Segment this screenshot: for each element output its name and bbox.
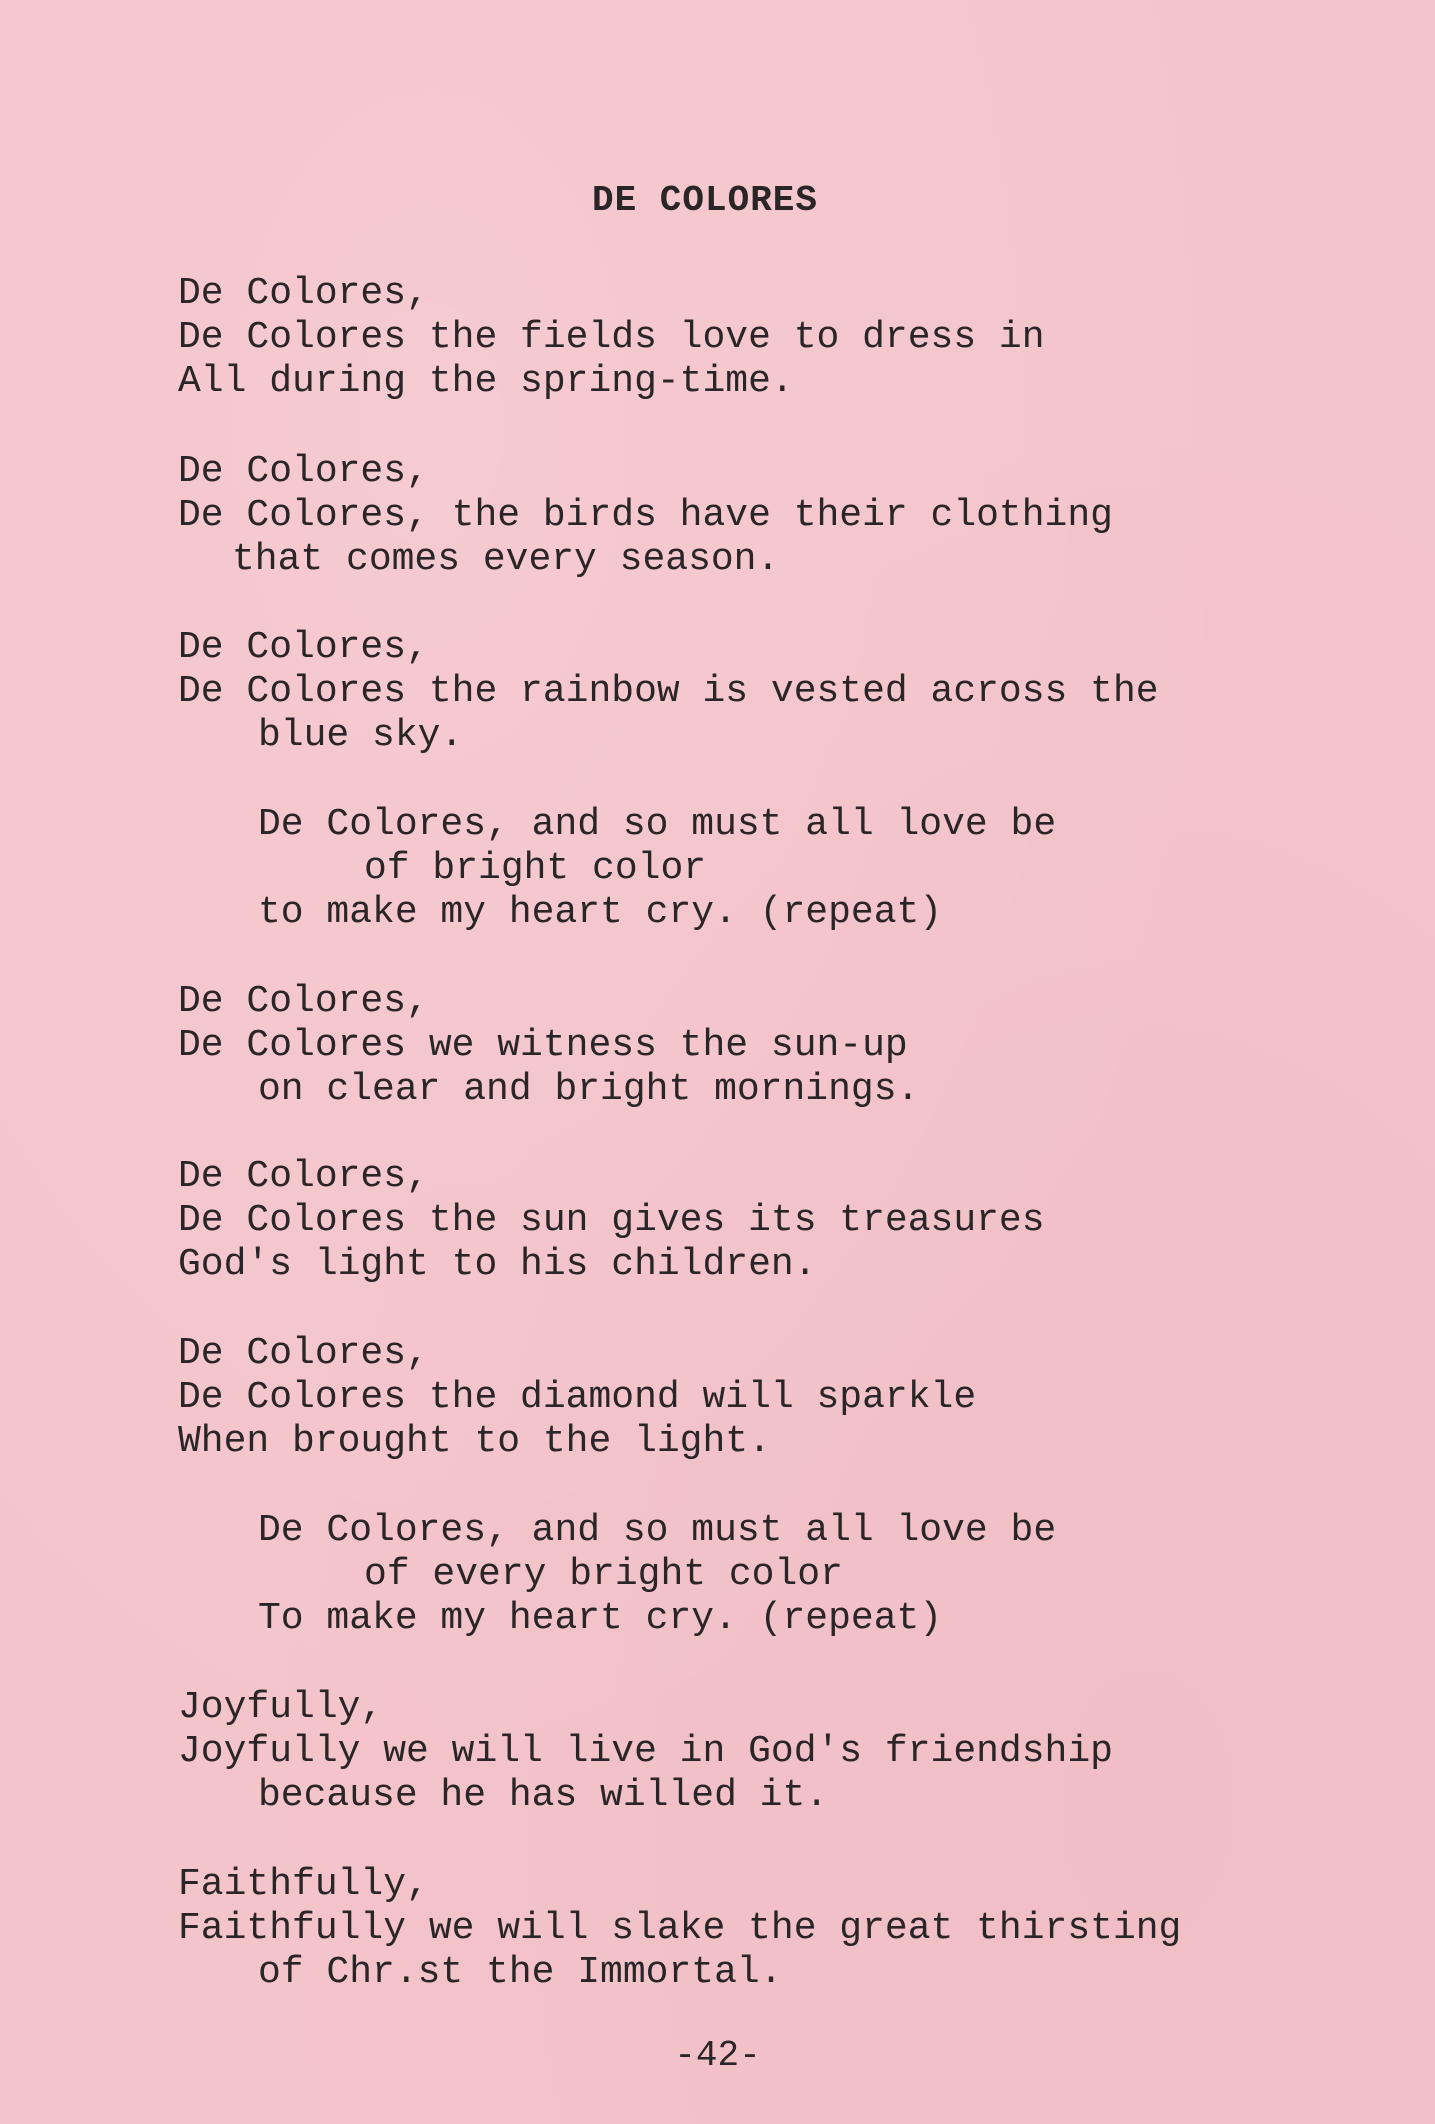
lyric-line: De Colores, (178, 980, 429, 1023)
lyric-line: All during the spring-time. (178, 360, 794, 403)
lyric-line: De Colores, (178, 1155, 429, 1198)
page-title: DE COLORES (591, 180, 819, 221)
lyric-line: De Colores, (178, 1332, 429, 1375)
lyric-line: because he has willed it. (258, 1774, 829, 1817)
page-number: -42- (674, 2035, 761, 2076)
lyric-line: De Colores the fields love to dress in (178, 316, 1045, 359)
lyric-line: De Colores the sun gives its treasures (178, 1199, 1045, 1242)
lyric-line: De Colores, (178, 450, 429, 493)
lyric-line: De Colores, the birds have their clothing (178, 494, 1113, 537)
lyric-line: Faithfully, (178, 1863, 429, 1906)
lyric-line: blue sky. (258, 714, 464, 757)
lyric-line: De Colores, (178, 626, 429, 669)
chorus-line: of bright color (364, 847, 707, 890)
chorus-line: De Colores, and so must all love be (258, 1509, 1057, 1552)
chorus-line: To make my heart cry. (repeat) (258, 1597, 943, 1640)
lyric-line: God's light to his children. (178, 1243, 817, 1286)
lyric-line: When brought to the light. (178, 1420, 771, 1463)
chorus-line: of every bright color (364, 1553, 843, 1596)
chorus-line: to make my heart cry. (repeat) (258, 891, 943, 934)
lyric-line: De Colores the diamond will sparkle (178, 1376, 977, 1419)
lyric-line: De Colores we witness the sun-up (178, 1024, 908, 1067)
lyric-line: of Chr.st the Immortal. (258, 1951, 783, 1994)
lyric-line: De Colores the rainbow is vested across the (178, 670, 1159, 713)
lyric-line: on clear and bright mornings. (258, 1068, 920, 1111)
lyric-line: Faithfully we will slake the great thirsting (178, 1907, 1182, 1950)
lyric-line: Joyfully, (178, 1686, 384, 1729)
chorus-line: De Colores, and so must all love be (258, 803, 1057, 846)
lyric-line: Joyfully we will live in God's friendship (178, 1730, 1113, 1773)
lyric-line: that comes every season. (232, 538, 780, 581)
lyric-line: De Colores, (178, 272, 429, 315)
